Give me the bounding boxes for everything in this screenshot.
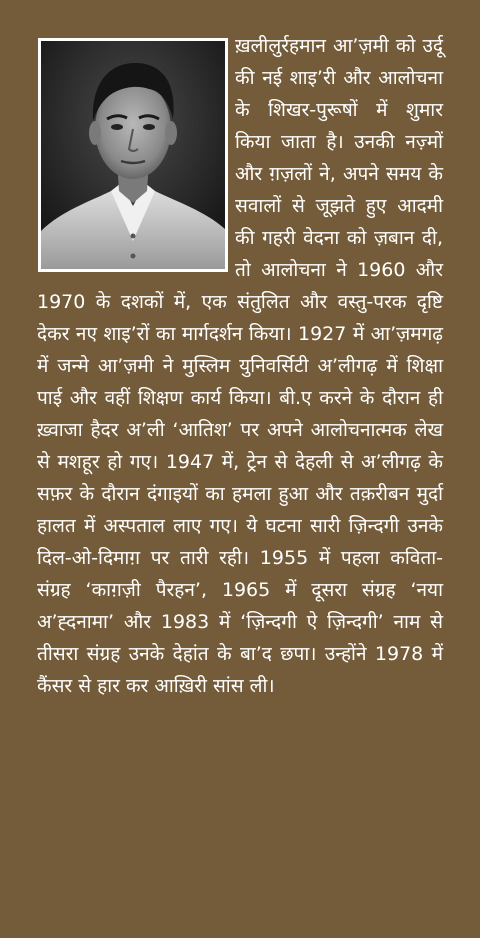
author-biography [37, 30, 443, 702]
portrait-text-wrap-spacer [37, 30, 235, 280]
biography-text: ख़लीलुर्रहमान आ’ज़मी को उर्दू की नई शाइ’री और आलोचना के शिखर-पुरूषों में शुमार किया जाता है। उनकी नज़्मों और ग़ज़लों ने, अपने समय के सवालों से जूझते हुए आदमी की गहरी वेदना को ज़बान दी, तो आलोचना ने 1960 और 1970 के दशकों में, एक संतुलित और वस्तु-परक दृष्टि देकर नए शाइ’रों का मार्गदर्शन किया। 1927 में आ’ज़मगढ़ में जन्मे आ’ज़मी ने मुस्लिम युनिवर्सिटी अ’लीगढ़ में शिक्षा पाई और वहीं शिक्षण कार्य किया। बी.ए करने के दौरान ही ख़्वाजा हैदर अ’ली ‘आतिश’ पर अपने आलोचनात्मक लेख से मशहूर हो गए। 1947 में, ट्रेन से देहली से अ’लीगढ़ के सफ़र के दौरान दंगाइयों का हमला हुआ और तक़रीबन मुर्दा हालत में अस्पताल लाए गए। ये घटना सारी ज़िन्दगी उनके दिल-ओ-दिमाग़ पर तारी रही। 1955 में पहला कविता-संग्रह ‘काग़ज़ी पैरहन’, 1965 में दूसरा संग्रह ‘नया अ’ह्दनामा’ और 1983 में ‘ज़िन्दगी ऐ ज़िन्दगी’ नाम से तीसरा संग्रह उनके देहांत के बा’द छपा। उन्होंने 1978 में कैंसर से हार कर आख़िरी सांस ली। [37, 35, 443, 697]
